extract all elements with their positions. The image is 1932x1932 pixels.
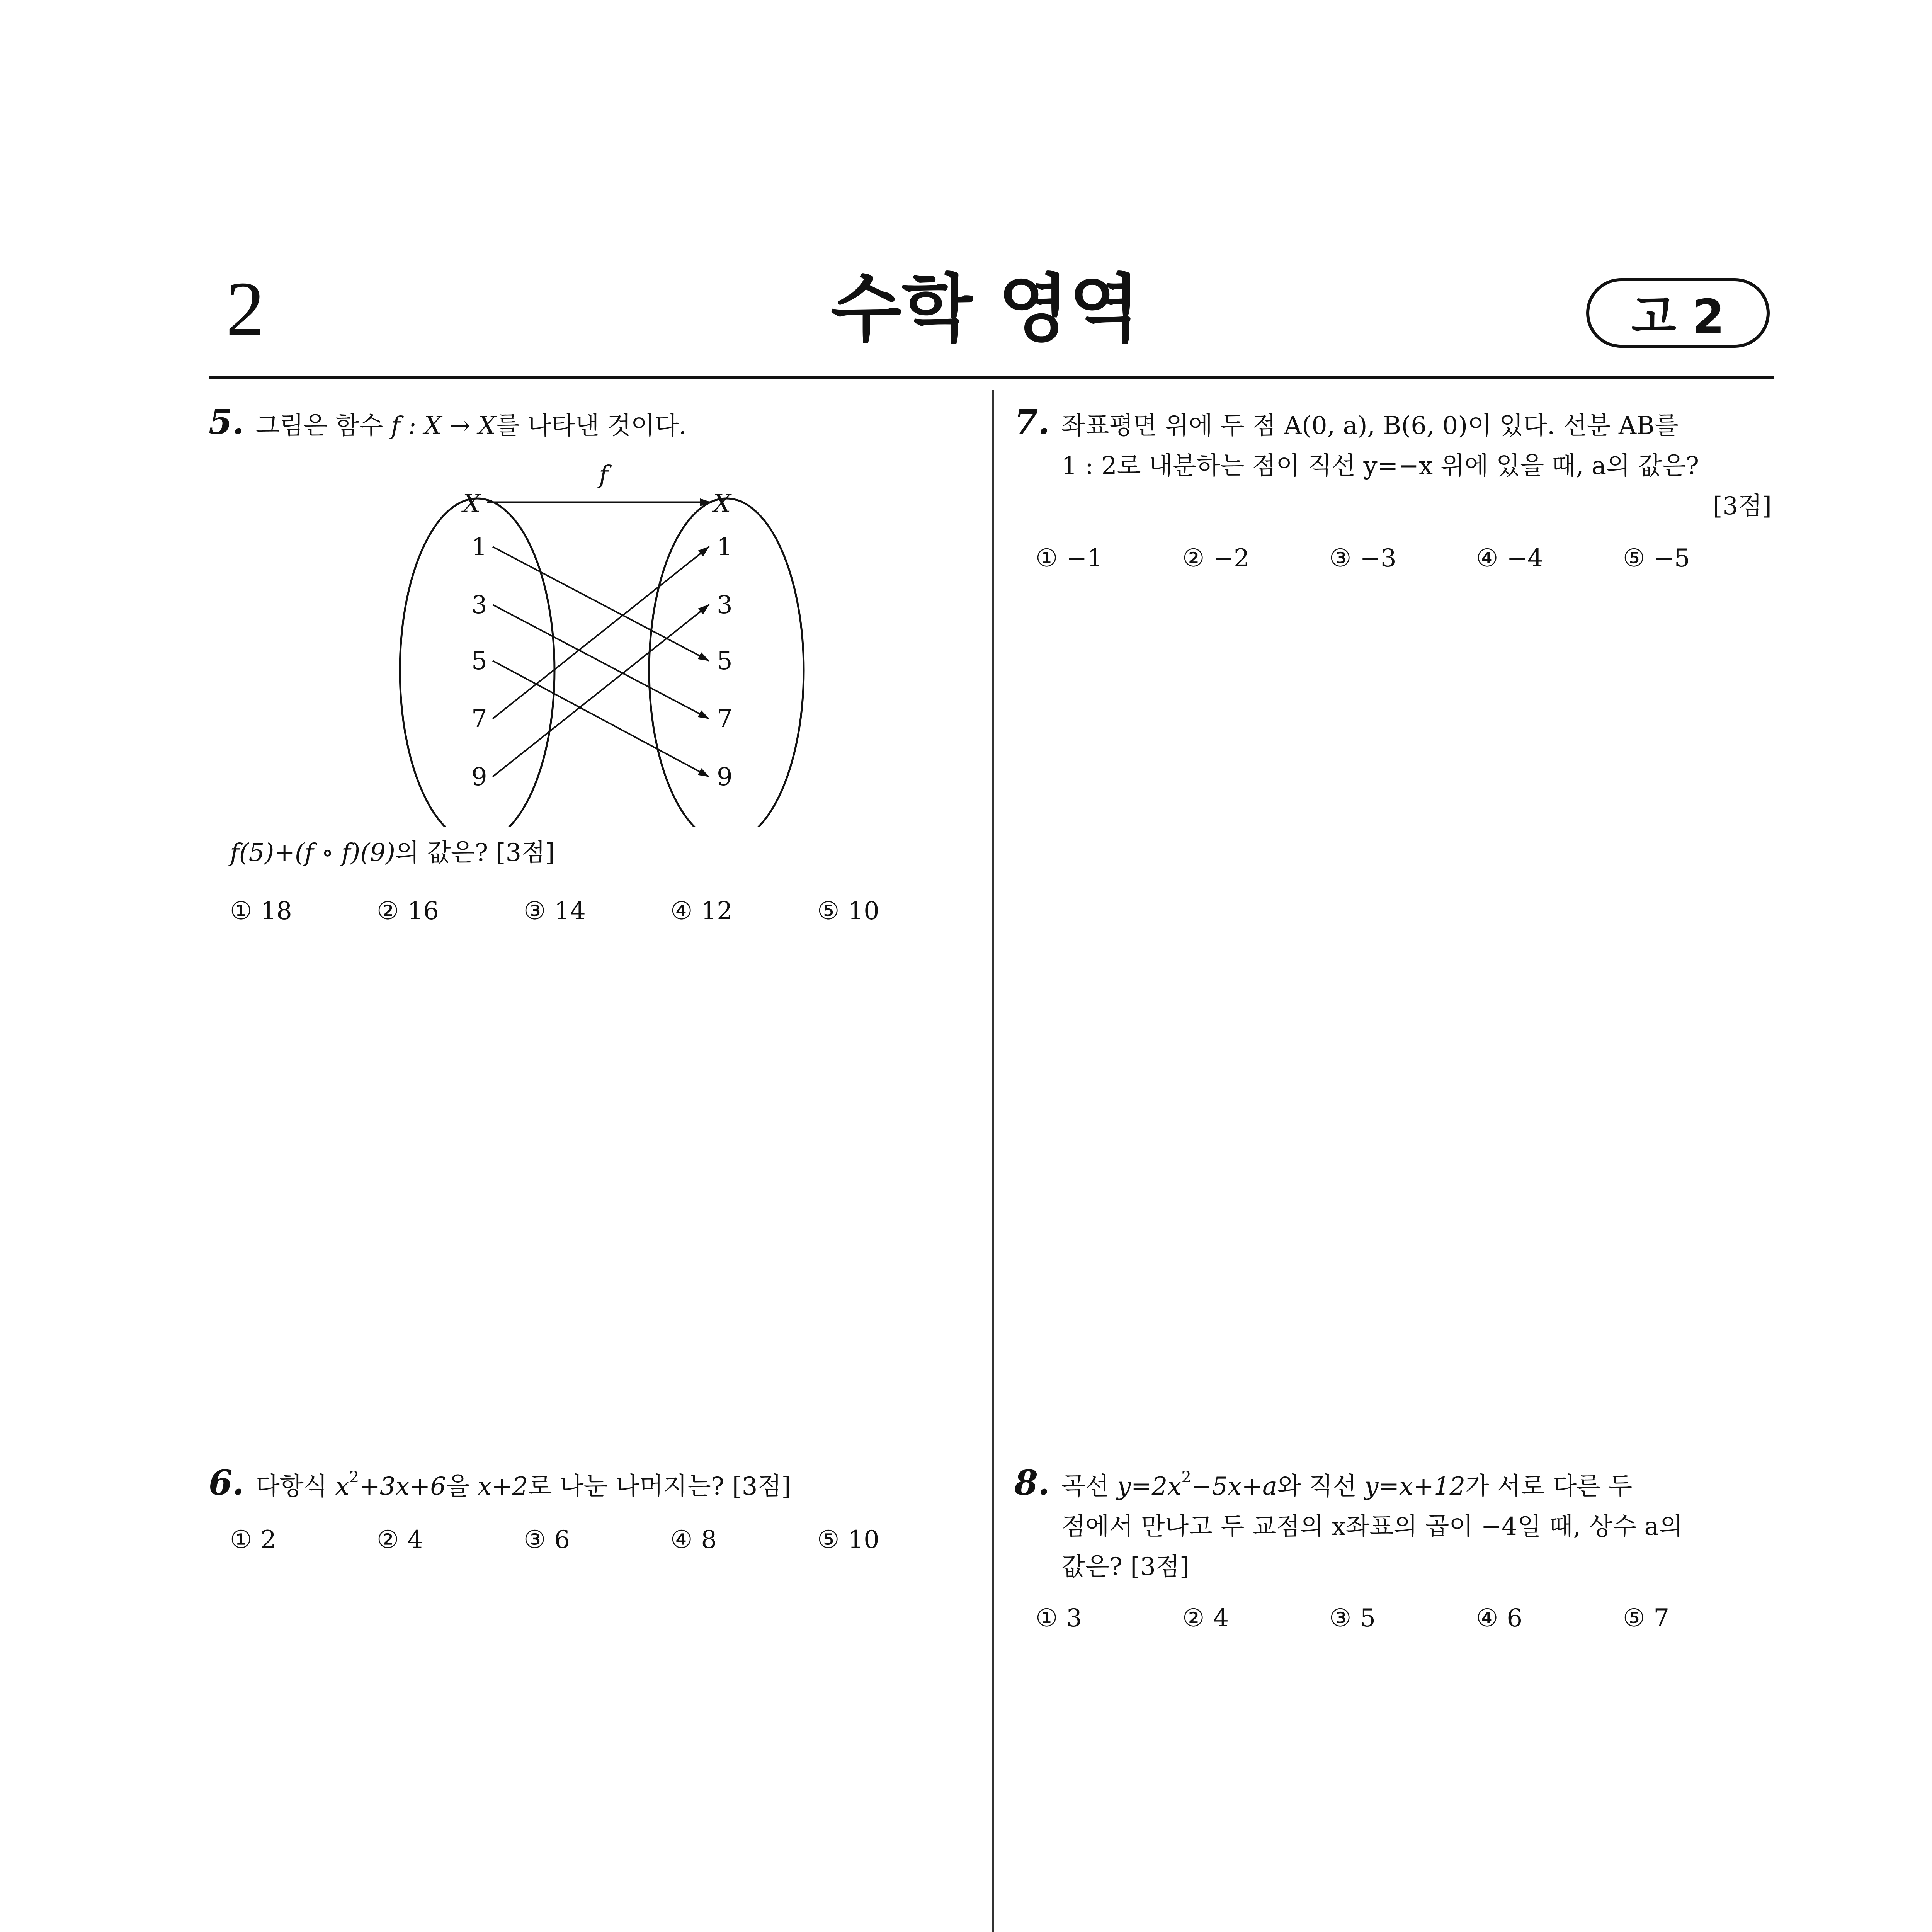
question-5-choices	[230, 896, 964, 927]
function-mapping-diagram	[383, 448, 827, 827]
choice-1[interactable]: ① −1	[1036, 544, 1103, 573]
choice-3[interactable]: ③ 14	[524, 897, 586, 925]
domain-element-9: 9	[471, 763, 487, 791]
divisor: x+2	[478, 1472, 528, 1501]
question-5-prompt	[230, 833, 555, 873]
domain-element-5: 5	[471, 647, 487, 675]
choice-5[interactable]: ⑤ 10	[817, 897, 879, 925]
question-number: 6.	[209, 1463, 244, 1503]
question-stem-end: 를 나타낸 것이다.	[496, 412, 687, 440]
codomain-element-5: 5	[717, 647, 733, 675]
column-divider	[992, 390, 994, 1932]
codomain-element-3: 3	[717, 591, 733, 619]
question-stem-mid: 을	[446, 1472, 478, 1501]
question-5	[209, 402, 687, 446]
question-stem-end: 로 나눈 나머지는? [3점]	[528, 1472, 791, 1501]
question-points: [3점]	[1713, 492, 1772, 520]
curve-exponent: 2	[1181, 1468, 1191, 1486]
choice-2[interactable]: ② 16	[377, 897, 439, 925]
question-6-choices	[230, 1524, 964, 1555]
curve-equation-rest: −5x+a	[1191, 1472, 1277, 1501]
question-stem: 곡선	[1061, 1472, 1117, 1501]
question-number: 7.	[1014, 402, 1050, 442]
choice-2[interactable]: ② 4	[377, 1526, 423, 1554]
curve-equation: y=2x	[1117, 1472, 1182, 1501]
page-number: 2	[226, 266, 265, 352]
choice-1[interactable]: ① 3	[1036, 1604, 1082, 1633]
codomain-label: X	[713, 490, 731, 518]
question-stem: 다항식	[255, 1472, 335, 1501]
function-label: f	[599, 461, 608, 489]
codomain-element-7: 7	[717, 705, 733, 733]
question-7-choices	[1036, 543, 1770, 574]
question-line-1: 좌표평면 위에 두 점 A(0, a), B(6, 0)이 있다. 선분 AB를	[1061, 412, 1679, 440]
choice-4[interactable]: ④ −4	[1476, 544, 1543, 573]
question-number: 8.	[1014, 1463, 1050, 1503]
choice-1[interactable]: ① 18	[230, 897, 292, 925]
mapping-arrow-3-to-7	[493, 605, 709, 719]
choice-3[interactable]: ③ 6	[524, 1526, 570, 1554]
choice-2[interactable]: ② −2	[1182, 544, 1250, 573]
question-line-2: 점에서 만나고 두 교점의 x좌표의 곱이 −4일 때, 상수 a의	[1061, 1512, 1683, 1541]
question-stem-end: 가 서로 다른 두	[1465, 1472, 1633, 1501]
domain-element-7: 7	[471, 705, 487, 733]
line-equation: y=x+12	[1364, 1472, 1466, 1501]
mapping-arrow-9-to-3	[493, 605, 709, 777]
mapping-arrow-5-to-9	[493, 661, 709, 777]
choice-5[interactable]: ⑤ 10	[817, 1526, 879, 1554]
grade-badge: 고 2	[1586, 278, 1770, 348]
question-line-3: 값은? [3점]	[1061, 1553, 1189, 1581]
choice-1[interactable]: ① 2	[230, 1526, 277, 1554]
mapping-arrow-7-to-1	[493, 547, 709, 719]
codomain-element-1: 1	[717, 533, 733, 561]
question-7	[1014, 402, 1772, 526]
polynomial-rest: +3x+6	[359, 1472, 446, 1501]
page-title: 수학 영역	[830, 266, 1140, 352]
choice-3[interactable]: ③ 5	[1329, 1604, 1376, 1633]
choice-4[interactable]: ④ 8	[670, 1526, 717, 1554]
question-text: 의 값은? [3점]	[395, 838, 555, 867]
polynomial-exponent: 2	[349, 1468, 359, 1486]
question-number: 5.	[209, 402, 244, 442]
choice-5[interactable]: ⑤ −5	[1623, 544, 1690, 573]
question-stem: 그림은 함수	[255, 412, 391, 440]
mapping-arrow-1-to-5	[493, 547, 709, 661]
function-notation: f : X → X	[391, 412, 496, 440]
domain-element-1: 1	[471, 533, 487, 561]
polynomial-term: x	[335, 1472, 349, 1501]
choice-3[interactable]: ③ −3	[1329, 544, 1396, 573]
question-line-2: 1 : 2로 내분하는 점이 직선 y=−x 위에 있을 때, a의 값은?	[1061, 452, 1699, 480]
domain-element-3: 3	[471, 591, 487, 619]
choice-5[interactable]: ⑤ 7	[1623, 1604, 1670, 1633]
choice-2[interactable]: ② 4	[1182, 1604, 1229, 1633]
question-8-choices	[1036, 1603, 1770, 1634]
composite-expression: f(5)+(f ∘ f)(9)	[230, 838, 395, 867]
choice-4[interactable]: ④ 12	[670, 897, 733, 925]
domain-label: X	[463, 490, 481, 518]
question-stem-mid: 와 직선	[1277, 1472, 1365, 1501]
choice-4[interactable]: ④ 6	[1476, 1604, 1523, 1633]
question-6	[209, 1463, 791, 1507]
codomain-element-9: 9	[717, 763, 733, 791]
header-rule	[209, 376, 1774, 379]
question-8	[1014, 1463, 1772, 1587]
